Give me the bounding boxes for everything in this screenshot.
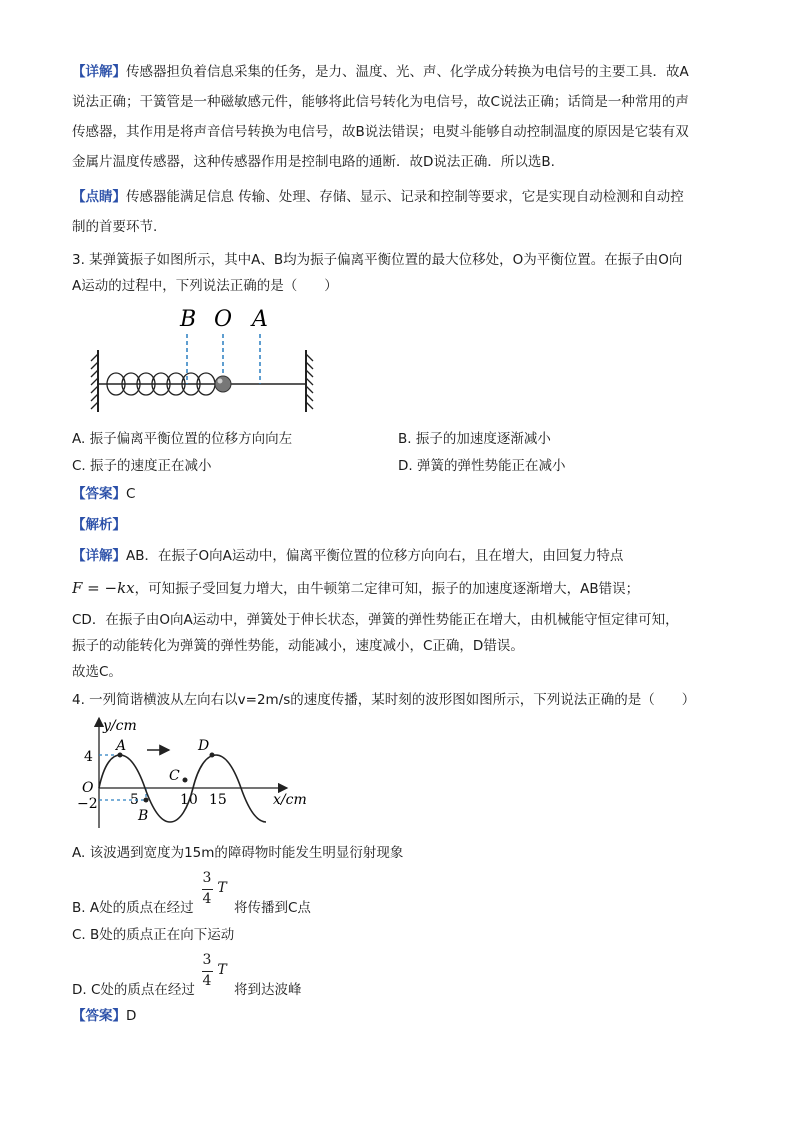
q4-answer: 【答案】D <box>72 1008 137 1024</box>
x-tick-5: 5 <box>130 792 139 808</box>
oscillator-ball <box>215 376 231 392</box>
left-wall-hatch <box>91 354 98 409</box>
y-tick-neg2: −2 <box>77 796 98 812</box>
q4-option-d-post: 将到达波峰 <box>234 982 302 998</box>
y-axis-label: y/cm <box>103 718 137 734</box>
q4-d-frac-t: T <box>217 962 227 978</box>
q3-detail-1: 【详解】AB．在振子O向A运动中，偏离平衡位置的位移方向向右，且在增大，由回复力特点 <box>72 548 624 564</box>
q4-option-c: C. B处的质点正在向下运动 <box>72 927 235 943</box>
detail-line-3: 传感器，其作用是将声音信号转换为电信号，故B说法错误；电熨斗能够自动控制温度的原因是它装有双 <box>72 124 689 140</box>
detail-line-1: 【详解】传感器担负着信息采集的任务，是力、温度、光、声、化学成分转换为电信号的主要工具．故A <box>72 64 689 80</box>
q4-option-b-pre: B. A处的质点在经过 <box>72 900 194 916</box>
q4-option-a: A. 该波遇到宽度为15m的障碍物时能发生明显衍射现象 <box>72 845 404 861</box>
point-d-label: D <box>198 738 210 754</box>
q3-detail-5: 故选C。 <box>72 664 122 680</box>
x-tick-15: 15 <box>209 792 227 808</box>
q3-analysis-tag: 【解析】 <box>72 517 126 533</box>
q4-d-frac-den: 4 <box>202 973 212 989</box>
q3-answer: 【答案】C <box>72 486 136 502</box>
fig-label-b: B <box>180 307 197 332</box>
ball-highlight <box>218 379 223 384</box>
q4-stem: 4. 一列简谐横波从左向右以v=2m/s的速度传播，某时刻的波形图如图所示，下列说法正确的是（ ） <box>72 692 696 708</box>
q3-option-d: D. 弹簧的弹性势能正在减小 <box>398 458 566 474</box>
q3-detail-4: 振子的动能转化为弹簧的弹性势能，动能减小，速度减小，C正确，D错误。 <box>72 638 524 654</box>
point-d-dot <box>210 753 215 758</box>
detail-line-2: 说法正确；干簧管是一种磁敏感元件，能够将此信号转化为电信号，故C说法正确；话筒是一种常用的声 <box>72 94 689 110</box>
q3-option-a: A. 振子偏离平衡位置的位移方向向左 <box>72 431 293 447</box>
point-b-label: B <box>138 808 149 824</box>
tip-line-2: 制的首要环节. <box>72 219 158 235</box>
q3-option-b: B. 振子的加速度逐渐减小 <box>398 431 551 447</box>
point-a-label: A <box>116 738 127 754</box>
force-formula: F = −kx <box>72 579 135 597</box>
fig-label-a: A <box>252 307 268 332</box>
spring-oscillator-figure <box>90 300 330 420</box>
y-tick-4: 4 <box>84 749 93 765</box>
q4-b-frac-bar <box>202 889 213 890</box>
tip-tag: 【点睛】 <box>72 189 126 205</box>
fig-label-o: O <box>214 307 233 332</box>
right-wall-hatch <box>306 354 313 409</box>
q4-d-frac-num: 3 <box>202 952 212 968</box>
wave-graph-figure <box>72 712 322 837</box>
point-b-dot <box>144 798 149 803</box>
tip-line-1: 【点睛】传感器能满足信息 传输、处理、存储、显示、记录和控制等要求，它是实现自动检测和自动控 <box>72 189 684 205</box>
q3-detail-2: F = −kx，可知振子受回复力增大，由牛顿第二定律可知，振子的加速度逐渐增大，AB错误； <box>72 579 640 597</box>
detail-tag: 【详解】 <box>72 64 126 80</box>
q4-b-frac-den: 4 <box>202 891 212 907</box>
point-c-dot <box>183 778 188 783</box>
point-c-label: C <box>169 768 180 784</box>
q4-option-d-pre: D. C处的质点在经过 <box>72 982 195 998</box>
x-axis-label: x/cm <box>273 792 307 808</box>
origin-label: O <box>82 780 94 796</box>
detail-line-4: 金属片温度传感器，这种传感器作用是控制电路的通断．故D说法正确．所以选B. <box>72 154 555 170</box>
q3-stem-1: 3. 某弹簧振子如图所示，其中A、B均为振子偏离平衡位置的最大位移处，O为平衡位置。在振子由O向 <box>72 252 683 268</box>
x-tick-10: 10 <box>180 792 198 808</box>
q4-b-frac-t: T <box>217 880 227 896</box>
q3-option-c: C. 振子的速度正在减小 <box>72 458 212 474</box>
q4-option-b-post: 将传播到C点 <box>234 900 311 916</box>
q4-d-frac-bar <box>202 971 213 972</box>
q3-detail-3: CD．在振子由O向A运动中，弹簧处于伸长状态，弹簧的弹性势能正在增大，由机械能守恒定律可知， <box>72 612 679 628</box>
q3-stem-2: A运动的过程中，下列说法正确的是（ ） <box>72 278 338 294</box>
q4-b-frac-num: 3 <box>202 870 212 886</box>
